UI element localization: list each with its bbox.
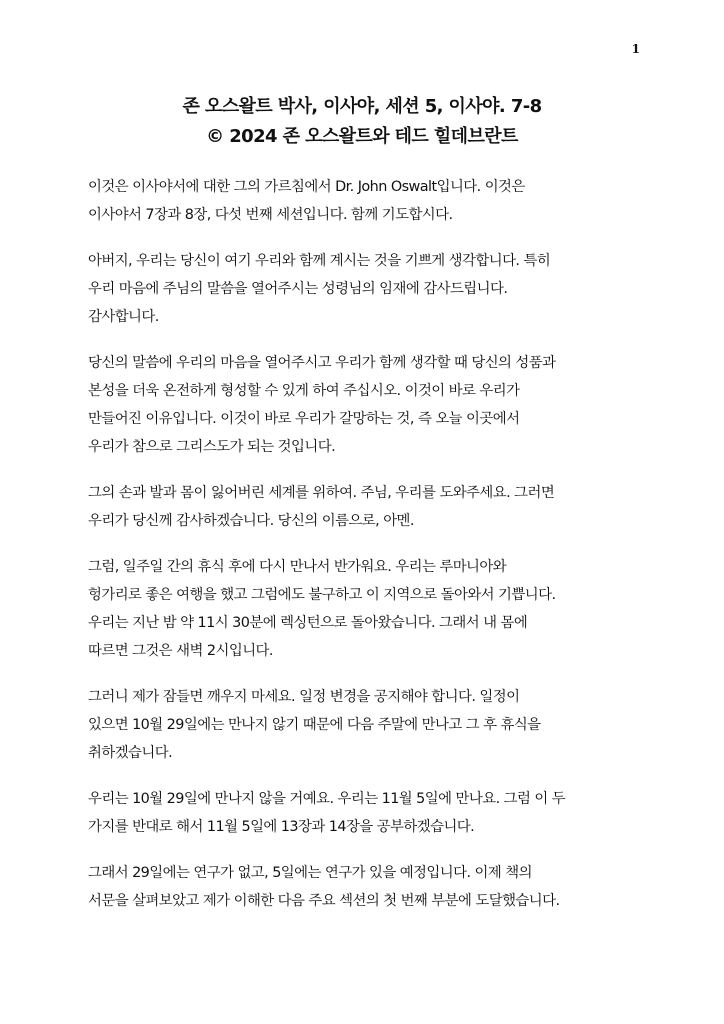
- text-line: 본성을 더욱 온전하게 형성할 수 있게 하여 주십시오. 이것이 바로 우리가: [88, 383, 520, 399]
- text-line: 감사합니다.: [88, 309, 159, 325]
- text-line: 가지를 반대로 해서 11월 5일에 13장과 14장을 공부하겠습니다.: [88, 819, 475, 835]
- paragraph-7: [88, 785, 648, 841]
- text-line: 그의 손과 발과 몸이 잃어버린 세계를 위하여. 주님, 우리를 도와주세요. 그러면: [88, 485, 555, 501]
- text-line: 우리가 참으로 그리스도가 되는 것입니다.: [88, 439, 336, 455]
- paragraph-4: [88, 479, 648, 535]
- text-line: 그래서 29일에는 연구가 없고, 5일에는 연구가 있을 예정입니다. 이제 책의: [88, 865, 532, 881]
- text-line: 우리는 10월 29일에 만나지 않을 거예요. 우리는 11월 5일에 만나요. 그럼 이 두: [88, 791, 566, 807]
- paragraph-2: [88, 247, 648, 331]
- text-line: 그러니 제가 잠들면 깨우지 마세요. 일정 변경을 공지해야 합니다. 일정이: [88, 689, 520, 705]
- document-title: [70, 92, 654, 152]
- paragraph-3: [88, 349, 648, 461]
- page-number: 1: [631, 42, 640, 56]
- document-body: [88, 173, 648, 933]
- text-line: 이사야서 7장과 8장, 다섯 번째 세션입니다. 함께 기도합시다.: [88, 207, 453, 223]
- text-line: 그럼, 일주일 간의 휴식 후에 다시 만나서 반가워요. 우리는 루마니아와: [88, 559, 507, 575]
- text-line: 아버지, 우리는 당신이 여기 우리와 함께 계시는 것을 기쁘게 생각합니다. 특히: [88, 253, 551, 269]
- text-line: 있으면 10월 29일에는 만나지 않기 때문에 다음 주말에 만나고 그 후 휴식을: [88, 717, 541, 733]
- copyright-line: © 2024 존 오스왈트와 테드 힐데브란트: [206, 126, 518, 147]
- text-line: 따르면 그것은 새벽 2시입니다.: [88, 643, 273, 659]
- title-line: 존 오스왈트 박사, 이사야, 세션 5, 이사야. 7-8: [182, 96, 542, 117]
- text-line: 만들어진 이유입니다. 이것이 바로 우리가 갈망하는 것, 즉 오늘 이곳에서: [88, 411, 520, 427]
- text-line: 당신의 말씀에 우리의 마음을 열어주시고 우리가 함께 생각할 때 당신의 성품과: [88, 355, 556, 371]
- paragraph-5: [88, 553, 648, 665]
- text-line: 헝가리로 좋은 여행을 했고 그럼에도 불구하고 이 지역으로 돌아와서 기쁩니다.: [88, 587, 556, 603]
- text-line: 우리가 당신께 감사하겠습니다. 당신의 이름으로, 아멘.: [88, 513, 414, 529]
- text-line: 이것은 이사야서에 대한 그의 가르침에서 Dr. John Oswalt입니다. 이것은: [88, 179, 525, 195]
- paragraph-1: [88, 173, 648, 229]
- text-line: 우리는 지난 밤 약 11시 30분에 렉싱턴으로 돌아왔습니다. 그래서 내 몸에: [88, 615, 528, 631]
- text-line: 서문을 살펴보았고 제가 이해한 다음 주요 섹션의 첫 번째 부분에 도달했습니다.: [88, 893, 560, 909]
- text-line: 우리 마음에 주님의 말씀을 열어주시는 성령님의 임재에 감사드립니다.: [88, 281, 508, 297]
- text-line: 취하겠습니다.: [88, 745, 173, 761]
- paragraph-6: [88, 683, 648, 767]
- paragraph-8: [88, 859, 648, 915]
